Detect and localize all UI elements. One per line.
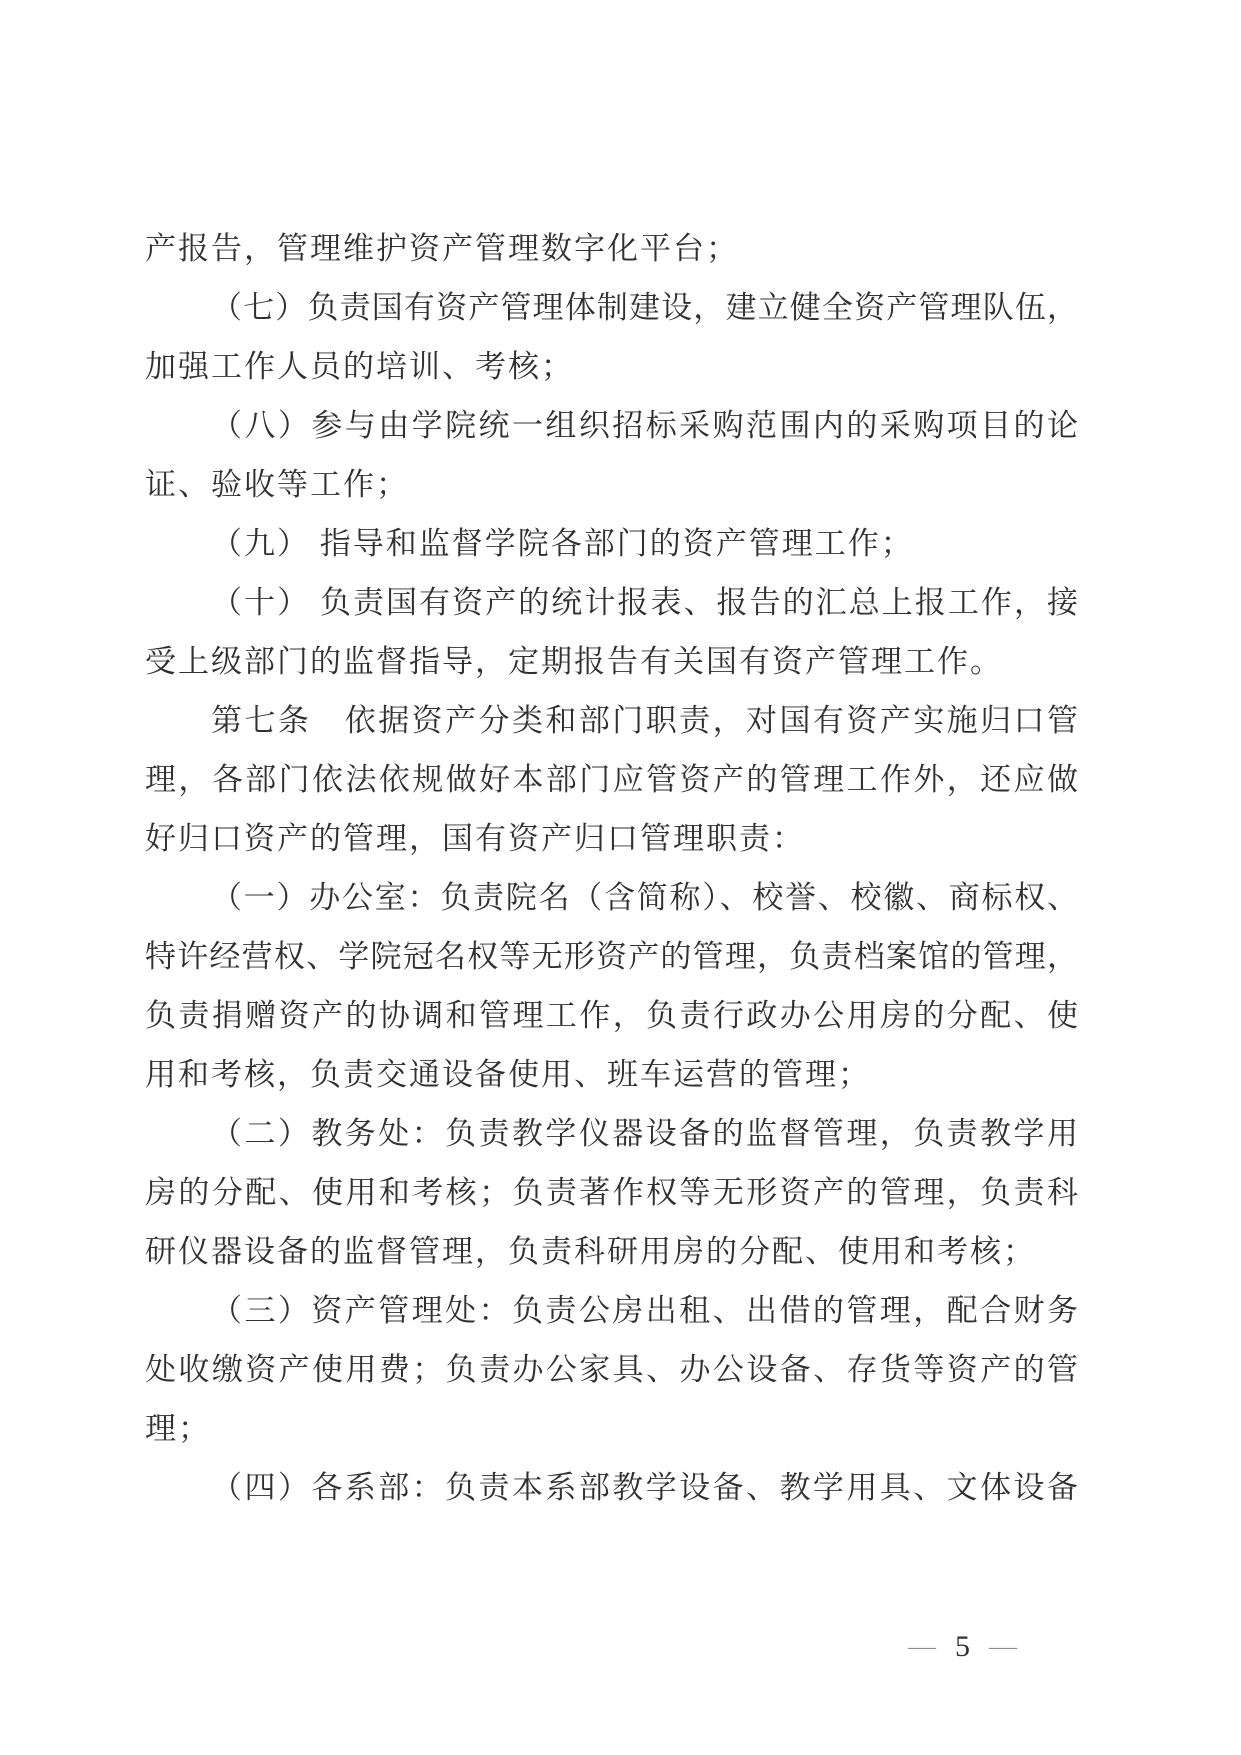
document-line: （十） 负责国有资产的统计报表、报告的汇总上报工作，接 (211, 585, 1078, 620)
document-line: 证、验收等工作； (145, 467, 409, 502)
document-line: 研仪器设备的监督管理，负责科研用房的分配、使用和考核； (145, 1234, 1036, 1269)
document-line: （三）资产管理处：负责公房出租、出借的管理，配合财务 (211, 1293, 1078, 1328)
document-line: （七）负责国有资产管理体制建设，建立健全资产管理队伍， (211, 290, 1078, 325)
document-line: 好归口资产的管理，国有资产归口管理职责： (145, 821, 805, 856)
page-footer (908, 1629, 1017, 1665)
document-line: 加强工作人员的培训、考核； (145, 349, 574, 384)
document-line: 第七条 依据资产分类和部门职责，对国有资产实施归口管 (211, 703, 1078, 738)
page-number: 5 (955, 1630, 970, 1663)
document-line: 负责捐赠资产的协调和管理工作，负责行政办公用房的分配、使 (145, 998, 1078, 1033)
footer-dash-left: — (908, 1634, 936, 1659)
document-line: 理，各部门依法依规做好本部门应管资产的管理工作外，还应做 (145, 762, 1078, 797)
document-line: （九） 指导和监督学院各部门的资产管理工作； (211, 526, 914, 561)
document-line: 产报告，管理维护资产管理数字化平台； (145, 231, 739, 266)
document-line: （一）办公室：负责院名（含简称）、校誉、校徽、商标权、 (211, 880, 1078, 915)
document-line: 用和考核，负责交通设备使用、班车运营的管理； (145, 1057, 871, 1092)
document-line: 理； (145, 1411, 211, 1446)
document-line: （八）参与由学院统一组织招标采购范围内的采购项目的论 (211, 408, 1078, 443)
document-line: （二）教务处：负责教学仪器设备的监督管理，负责教学用 (211, 1116, 1078, 1151)
document-line: 房的分配、使用和考核；负责著作权等无形资产的管理，负责科 (145, 1175, 1078, 1210)
document-line: （四）各系部：负责本系部教学设备、教学用具、文体设备 (211, 1470, 1078, 1505)
document-line: 受上级部门的监督指导，定期报告有关国有资产管理工作。 (145, 644, 1003, 679)
document-line: 处收缴资产使用费；负责办公家具、办公设备、存货等资产的管 (145, 1352, 1078, 1387)
document-line: 特许经营权、学院冠名权等无形资产的管理，负责档案馆的管理， (145, 939, 1078, 974)
footer-dash-right: — (989, 1634, 1017, 1659)
document-body (145, 219, 1078, 1517)
